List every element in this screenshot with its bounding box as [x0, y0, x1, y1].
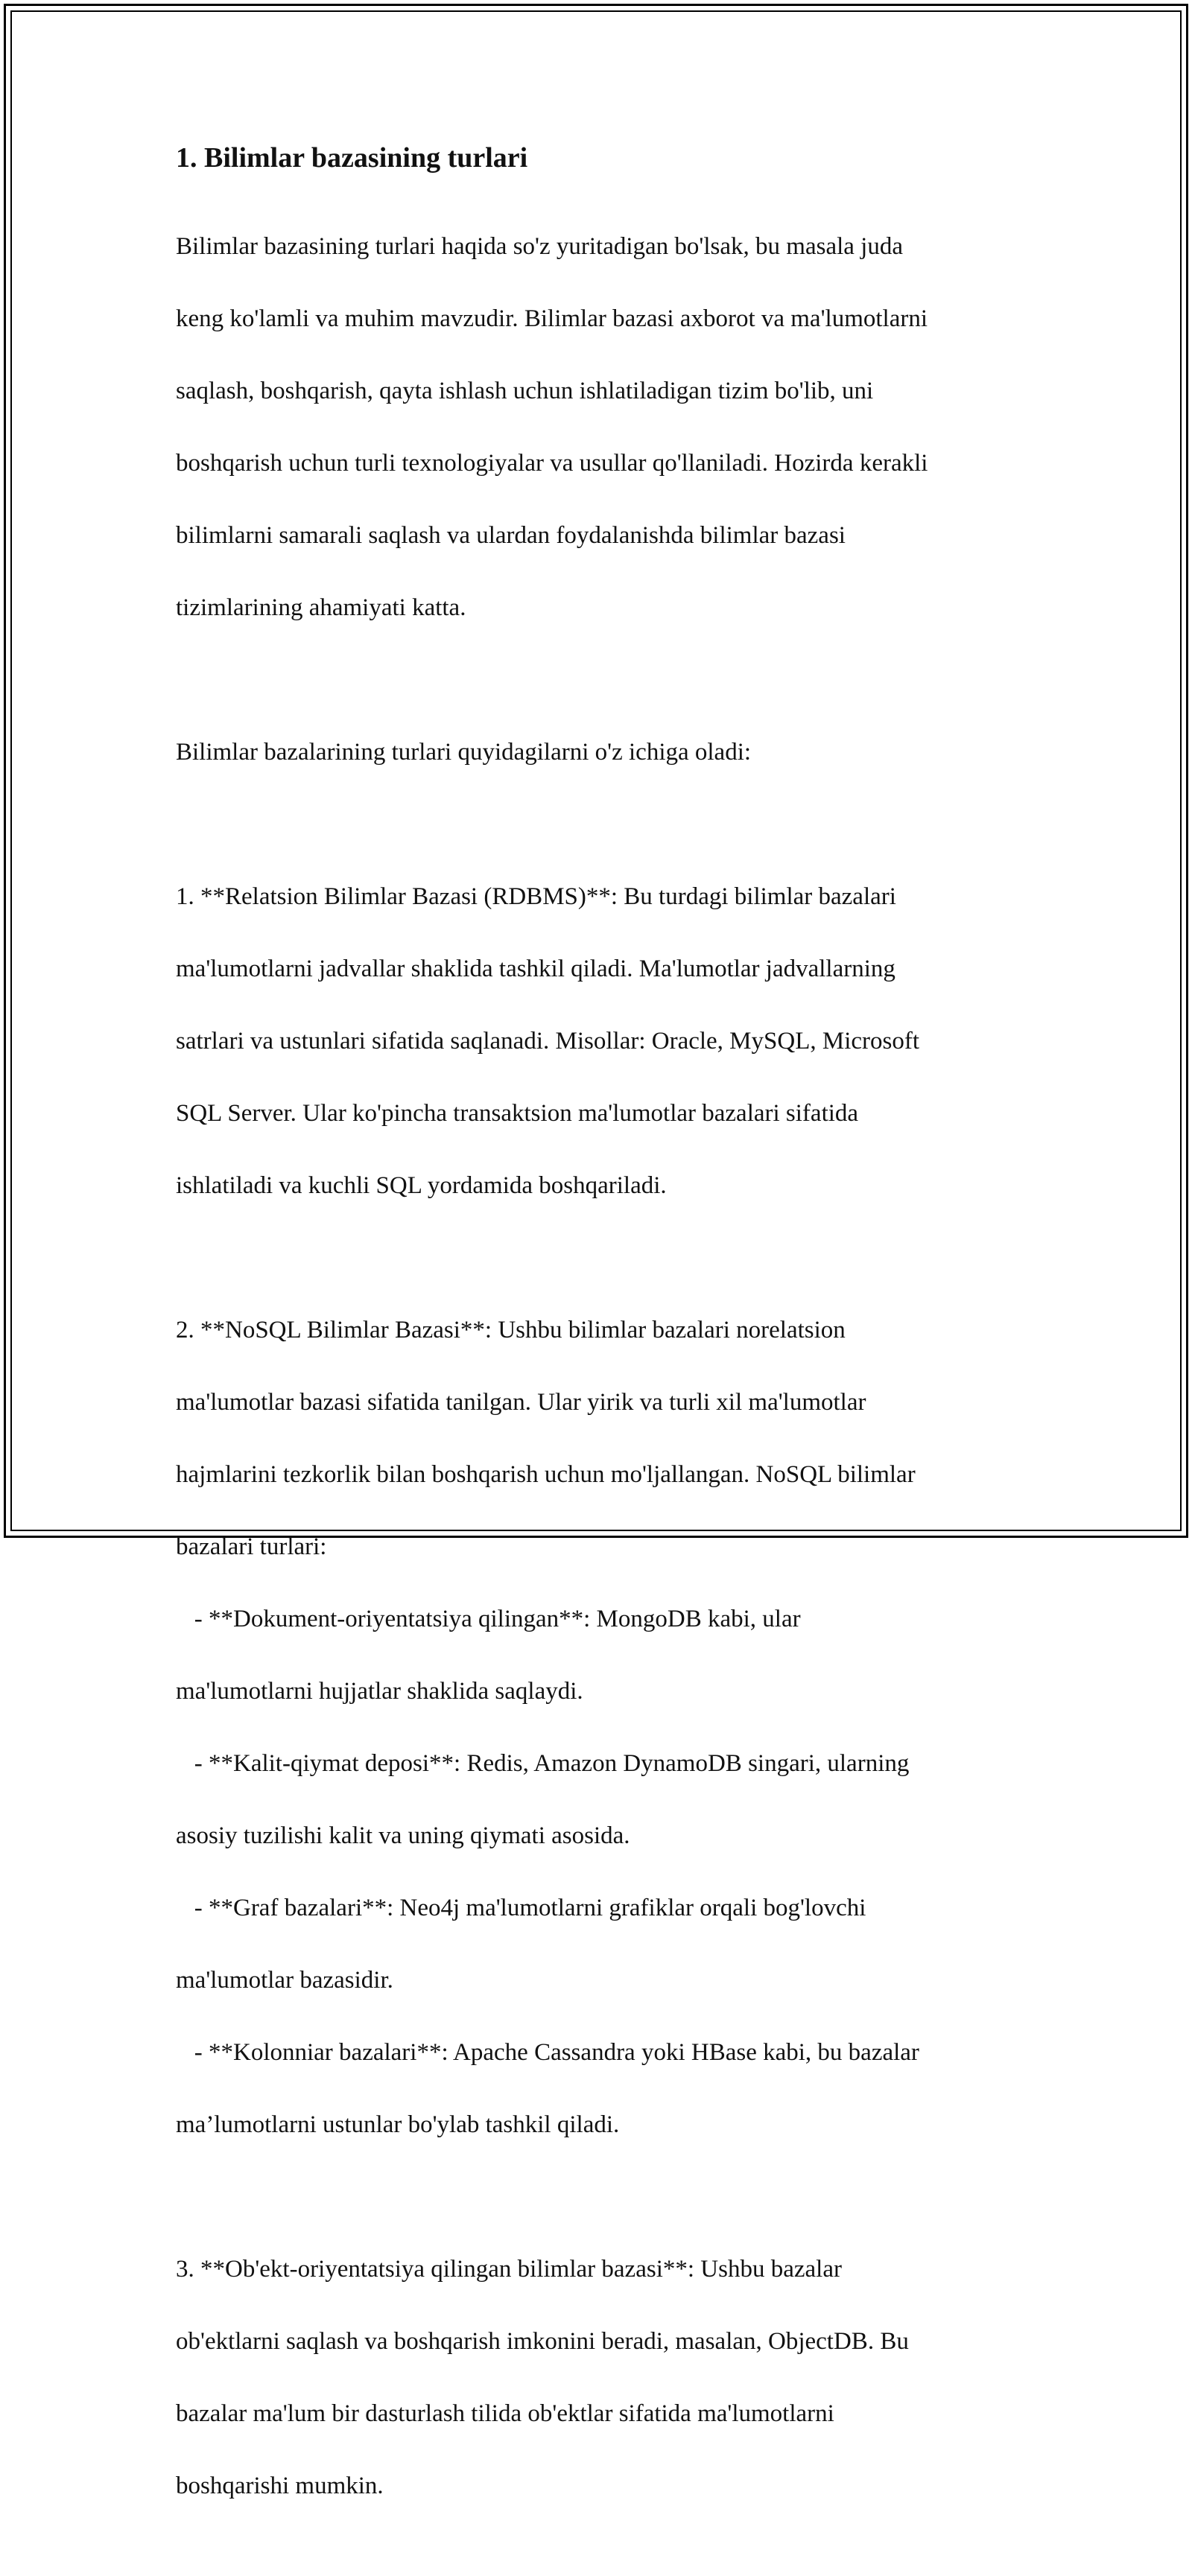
text-line: 2. **NoSQL Bilimlar Bazasi**: Ushbu bilimlar bazalari norelatsion — [176, 1316, 846, 1343]
text-line: ma'lumotlar bazasi sifatida tanilgan. Ular yirik va turli xil ma'lumotlar — [176, 1388, 866, 1416]
text-line: Bilimlar bazalarining turlari quyidagilarni o'z ichiga oladi: — [176, 738, 752, 766]
text-line: bazalar ma'lum bir dasturlash tilida ob'ektlar sifatida ma'lumotlarni — [176, 2400, 834, 2427]
text-line: tizimlarining ahamiyati katta. — [176, 594, 466, 621]
text-line: ma'lumotlar bazasidir. — [176, 1966, 393, 1994]
text-line: bazalari turlari: — [176, 1533, 327, 1560]
list-item-rdbms — [176, 842, 1040, 1240]
text-line: boshqarishi mumkin. — [176, 2472, 384, 2499]
text-line: - **Kalit-qiymat deposi**: Redis, Amazon DynamoDB singari, ularning — [176, 1749, 910, 1777]
text-line: ob'ektlarni saqlash va boshqarish imkonini beradi, masalan, ObjectDB. Bu — [176, 2327, 909, 2355]
text-line: saqlash, boshqarish, qayta ishlash uchun ishlatiladigan tizim bo'lib, uni — [176, 377, 874, 404]
document-body — [176, 140, 1040, 2576]
text-line: bilimlarni samarali saqlash va ulardan foydalanishda bilimlar bazasi — [176, 521, 846, 549]
section-heading: 1. Bilimlar bazasining turlari — [176, 142, 528, 174]
text-line: boshqarish uchun turli texnologiyalar va usullar qo'llaniladi. Hozirda kerakli — [176, 449, 928, 477]
text-line: hajmlarini tezkorlik bilan boshqarish uchun mo'ljallangan. NoSQL bilimlar — [176, 1460, 916, 1488]
text-line: satrlari va ustunlari sifatida saqlanadi. Misollar: Oracle, MySQL, Microsoft — [176, 1027, 920, 1055]
list-item-nosql — [176, 1276, 1040, 2179]
text-line: 3. **Ob'ekt-oriyentatsiya qilingan bilimlar bazasi**: Ushbu bazalar — [176, 2255, 842, 2283]
text-line: keng ko'lamli va muhim mavzudir. Bilimlar bazasi axborot va ma'lumotlarni — [176, 305, 928, 332]
text-line: - **Dokument-oriyentatsiya qilingan**: MongoDB kabi, ular — [176, 1605, 801, 1632]
intro-paragraph — [176, 192, 1040, 662]
list-intro-paragraph — [176, 698, 1040, 807]
text-line: Bilimlar bazasining turlari haqida so'z yuritadigan bo'lsak, bu masala juda — [176, 232, 903, 260]
list-item-oodb — [176, 2215, 1040, 2540]
text-line: asosiy tuzilishi kalit va uning qiymati asosida. — [176, 1822, 630, 1849]
text-line: ma'lumotlarni jadvallar shaklida tashkil qiladi. Ma'lumotlar jadvallarning — [176, 955, 895, 982]
text-line: 1. **Relatsion Bilimlar Bazasi (RDBMS)**: Bu turdagi bilimlar bazalari — [176, 882, 896, 910]
text-line: SQL Server. Ular ko'pincha transaktsion ma'lumotlar bazalari sifatida — [176, 1099, 859, 1127]
text-line: - **Graf bazalari**: Neo4j ma'lumotlarni grafiklar orqali bog'lovchi — [176, 1894, 866, 1921]
text-line: - **Kolonniar bazalari**: Apache Cassandra yoki HBase kabi, bu bazalar — [176, 2038, 919, 2066]
text-line: ma’lumotlarni ustunlar bo'ylab tashkil qiladi. — [176, 2111, 620, 2138]
text-line: ma'lumotlarni hujjatlar shaklida saqlaydi. — [176, 1677, 583, 1705]
text-line: ishlatiladi va kuchli SQL yordamida boshqariladi. — [176, 1171, 667, 1199]
